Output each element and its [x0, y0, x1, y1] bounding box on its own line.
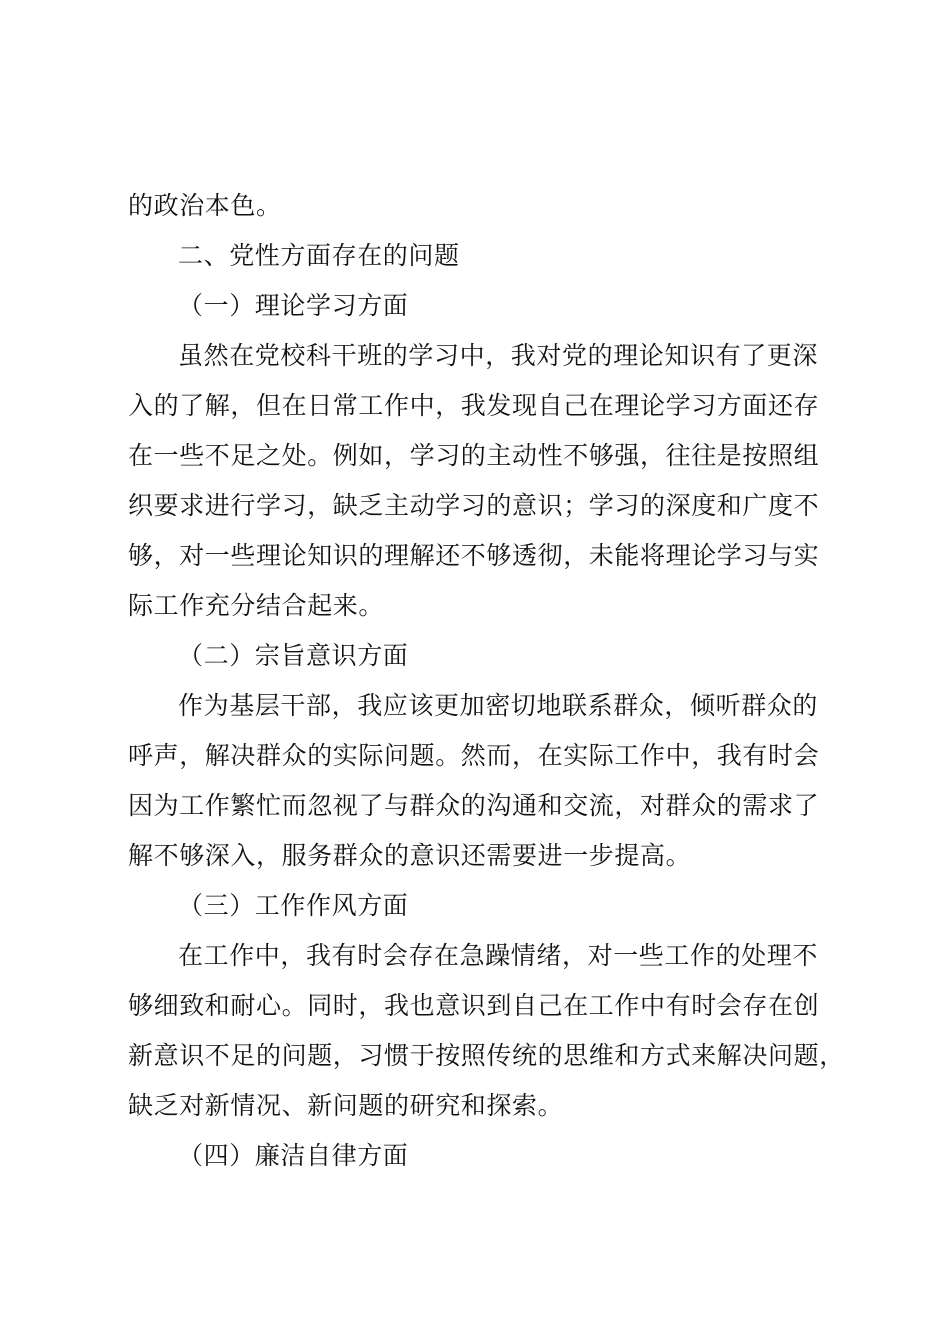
- subsection-heading: （三）工作作风方面: [178, 891, 409, 920]
- paragraph-line: 呼声，解决群众的实际问题。然而，在实际工作中，我有时会: [128, 741, 820, 770]
- paragraph-line: 在工作中，我有时会存在急躁情绪，对一些工作的处理不: [178, 941, 819, 970]
- paragraph-line: 因为工作繁忙而忽视了与群众的沟通和交流，对群众的需求了: [128, 791, 820, 820]
- paragraph-line: 入的了解，但在日常工作中，我发现自己在理论学习方面还存: [128, 391, 820, 420]
- section-heading: 二、党性方面存在的问题: [178, 241, 460, 270]
- subsection-heading: （四）廉洁自律方面: [178, 1141, 409, 1170]
- paragraph-line: 虽然在党校科干班的学习中，我对党的理论知识有了更深: [178, 341, 819, 370]
- paragraph-line: 际工作充分结合起来。: [128, 591, 385, 620]
- paragraph-line: 新意识不足的问题，习惯于按照传统的思维和方式来解决问题，: [128, 1041, 845, 1070]
- paragraph-line: 织要求进行学习，缺乏主动学习的意识；学习的深度和广度不: [128, 491, 820, 520]
- paragraph-line: 够细致和耐心。同时，我也意识到自己在工作中有时会存在创: [128, 991, 820, 1020]
- subsection-heading: （二）宗旨意识方面: [178, 641, 409, 670]
- paragraph-line: 缺乏对新情况、新问题的研究和探索。: [128, 1091, 564, 1120]
- paragraph-line: 解不够深入，服务群众的意识还需要进一步提高。: [128, 841, 692, 870]
- subsection-heading: （一）理论学习方面: [178, 291, 409, 320]
- paragraph-line: 够，对一些理论知识的理解还不够透彻，未能将理论学习与实: [128, 541, 820, 570]
- paragraph-line: 的政治本色。: [128, 191, 282, 220]
- paragraph-line: 作为基层干部，我应该更加密切地联系群众，倾听群众的: [178, 691, 819, 720]
- paragraph-line: 在一些不足之处。例如，学习的主动性不够强，往往是按照组: [128, 441, 820, 470]
